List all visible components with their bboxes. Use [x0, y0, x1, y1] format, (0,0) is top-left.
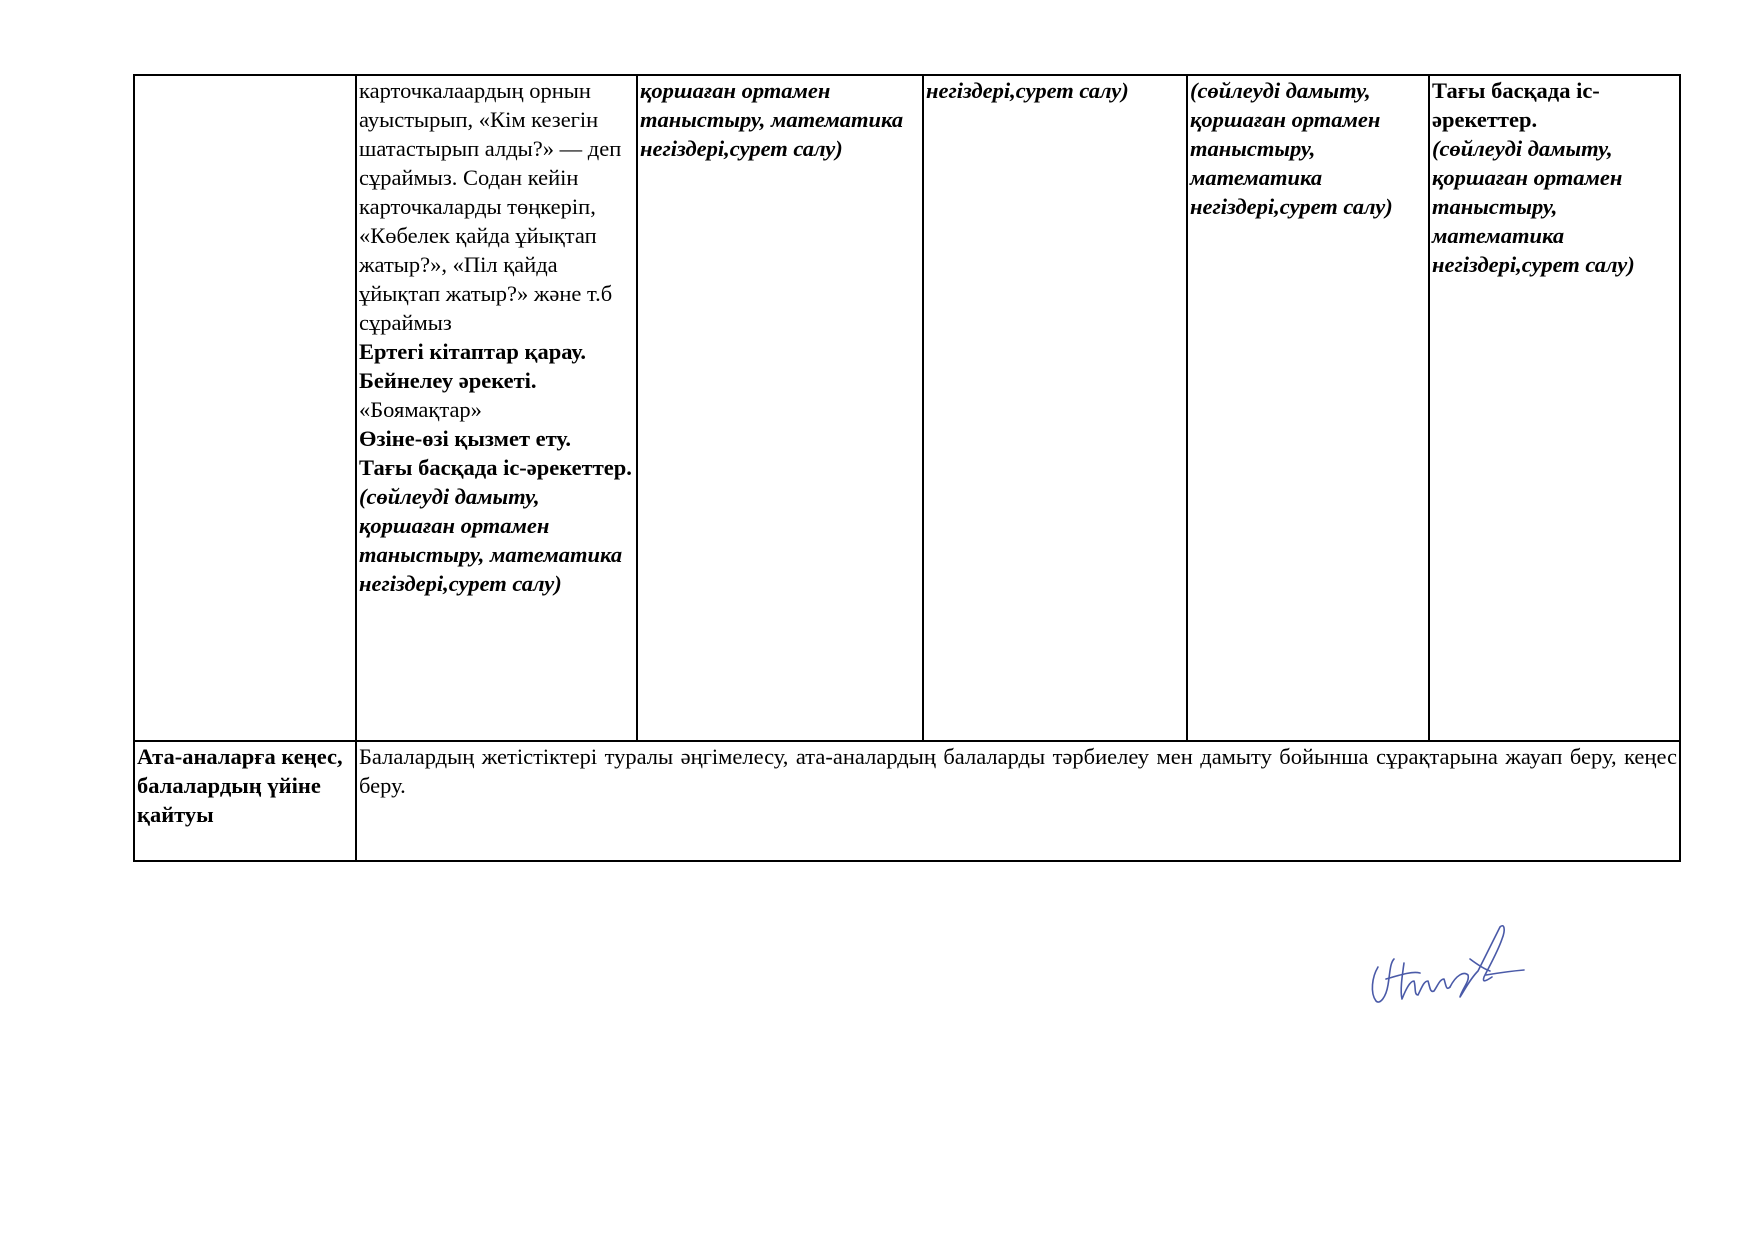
activity-cell-col2 [356, 75, 637, 741]
signature-image [1360, 915, 1530, 1025]
empty-label-cell [134, 75, 356, 741]
table-row-parents [134, 741, 1680, 861]
activity-heading-other: Тағы басқада іс-әрекеттер. [1432, 78, 1600, 132]
activity-cell-col3 [637, 75, 923, 741]
activity-art-title: «Боямақтар» [359, 397, 482, 422]
activity-heading-art: Бейнелеу әрекеті. [359, 368, 537, 393]
activity-subjects: (сөйлеуді дамыту, қоршаған ортамен таныстыру, математика негіздері,сурет салу) [1432, 136, 1635, 277]
activity-heading-books: Ертегі кітаптар қарау. [359, 339, 586, 364]
table-row-activities [134, 75, 1680, 741]
activity-cell-col5 [1187, 75, 1429, 741]
row-label-parents: Ата-аналарға кеңес, балалардың үйіне қайтуы [134, 741, 356, 861]
activity-subjects: қоршаған ортамен таныстыру, математика негіздері,сурет салу) [640, 78, 904, 161]
activity-heading-selfcare: Өзіне-өзі қызмет ету. [359, 426, 572, 451]
activity-cell-col4 [923, 75, 1187, 741]
activity-subjects: негіздері,сурет салу) [926, 78, 1129, 103]
activity-plan-table [133, 74, 1681, 862]
activity-subjects: (сөйлеуді дамыту, қоршаған ортамен таныстыру, математика негіздері,сурет салу) [359, 484, 623, 596]
activity-description: карточкалаардың орнын ауыстырып, «Кім кезегін шатастырып алды?» — деп сұраймыз. Содан кейін карточкаларды төңкеріп, «Көбелек қайда ұйықтап жатыр?», «Піл қайда ұйықтап жатыр?» және т.б сұраймыз [359, 78, 622, 335]
activity-heading-other: Тағы басқада іс-әрекеттер. [359, 455, 632, 480]
activity-subjects: (сөйлеуді дамыту, қоршаған ортамен таныстыру, математика негіздері,сурет салу) [1190, 78, 1393, 219]
activity-cell-col6 [1429, 75, 1680, 741]
parents-consultation-text: Балалардың жетістіктері туралы әңгімелесу, ата-аналардың балаларды тәрбиелеу мен дамыту бойынша сұрақтарына жауап беру, кеңес беру. [356, 741, 1680, 861]
